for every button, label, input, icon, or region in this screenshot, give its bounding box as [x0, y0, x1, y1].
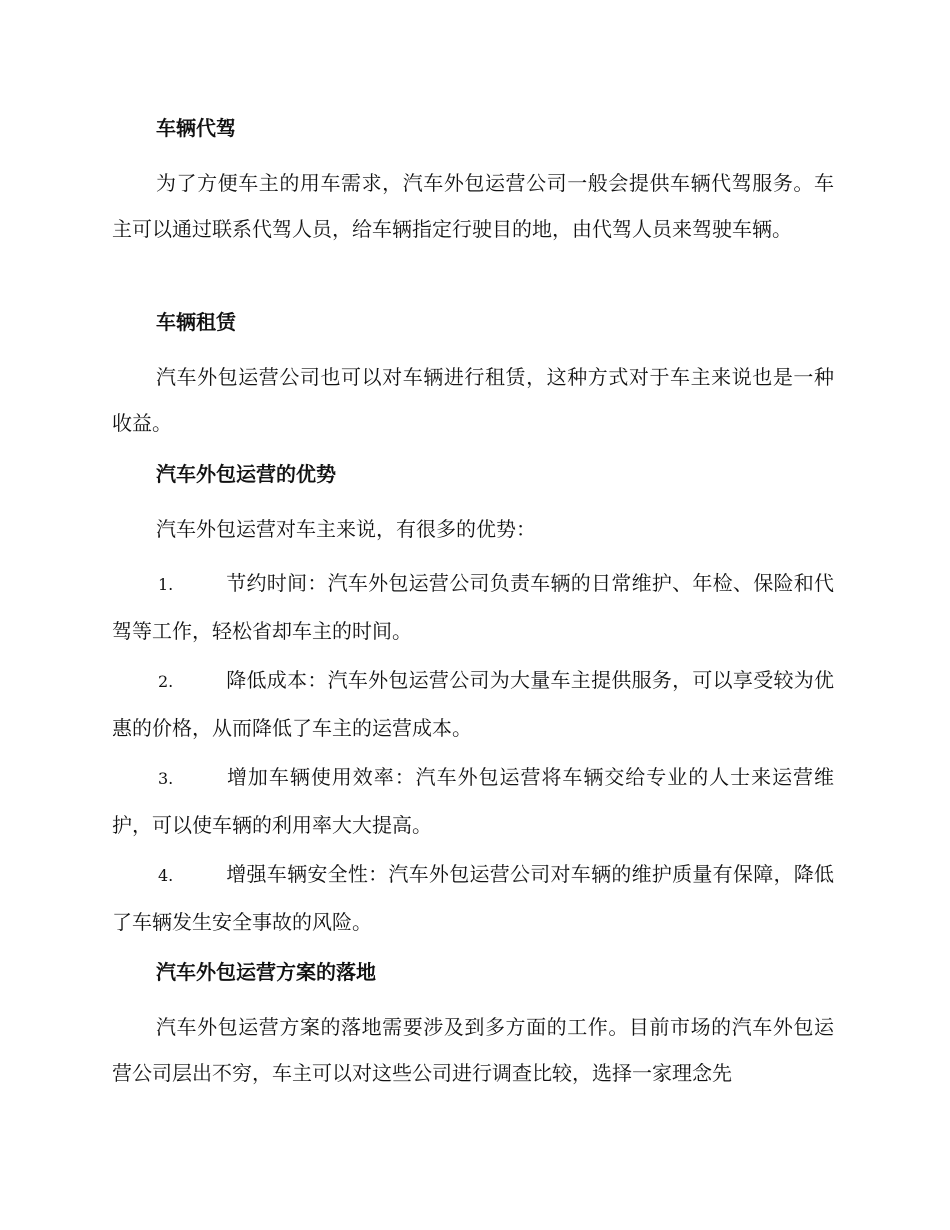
list-item-text: 降低成本：汽车外包运营公司为大量车主提供服务，可以享受较为优惠的价格，从而降低了车主的运营成本。	[112, 668, 834, 740]
list-item-number: 1.	[158, 575, 174, 594]
list-item-text: 增加车辆使用效率：汽车外包运营将车辆交给专业的人士来运营维护，可以使车辆的利用率大大提高。	[112, 765, 834, 837]
paragraph-car-leasing: 汽车外包运营公司也可以对车辆进行租赁，这种方式对于车主来说也是一种收益。	[112, 365, 834, 435]
paragraph-car-driving: 为了方便车主的用车需求，汽车外包运营公司一般会提供车辆代驾服务。车主可以通过联系代驾人员，给车辆指定行驶目的地，由代驾人员来驾驶车辆。	[112, 171, 834, 241]
paragraph-landing: 汽车外包运营方案的落地需要涉及到多方面的工作。目前市场的汽车外包运营公司层出不穷，车主可以对这些公司进行调查比较，选择一家理念先	[112, 1015, 834, 1085]
section-heading-landing: 汽车外包运营方案的落地	[156, 960, 376, 984]
list-item-3	[112, 754, 834, 848]
section-heading-car-leasing: 车辆租赁	[156, 310, 236, 334]
list-item-text: 增强车辆安全性：汽车外包运营公司对车辆的维护质量有保障，降低了车辆发生安全事故的风险。	[112, 862, 834, 934]
section-heading-car-driving: 车辆代驾	[156, 116, 236, 140]
list-item-number: 3.	[158, 769, 174, 788]
list-item-number: 2.	[158, 672, 174, 691]
list-item-4	[112, 851, 834, 945]
list-item-text: 节约时间：汽车外包运营公司负责车辆的日常维护、年检、保险和代驾等工作，轻松省却车主的时间。	[112, 571, 834, 643]
list-item-1	[112, 560, 834, 654]
list-item-number: 4.	[158, 866, 174, 885]
paragraph-advantages-intro: 汽车外包运营对车主来说，有很多的优势：	[156, 517, 536, 541]
list-item-2	[112, 657, 834, 751]
section-heading-advantages: 汽车外包运营的优势	[156, 462, 336, 486]
